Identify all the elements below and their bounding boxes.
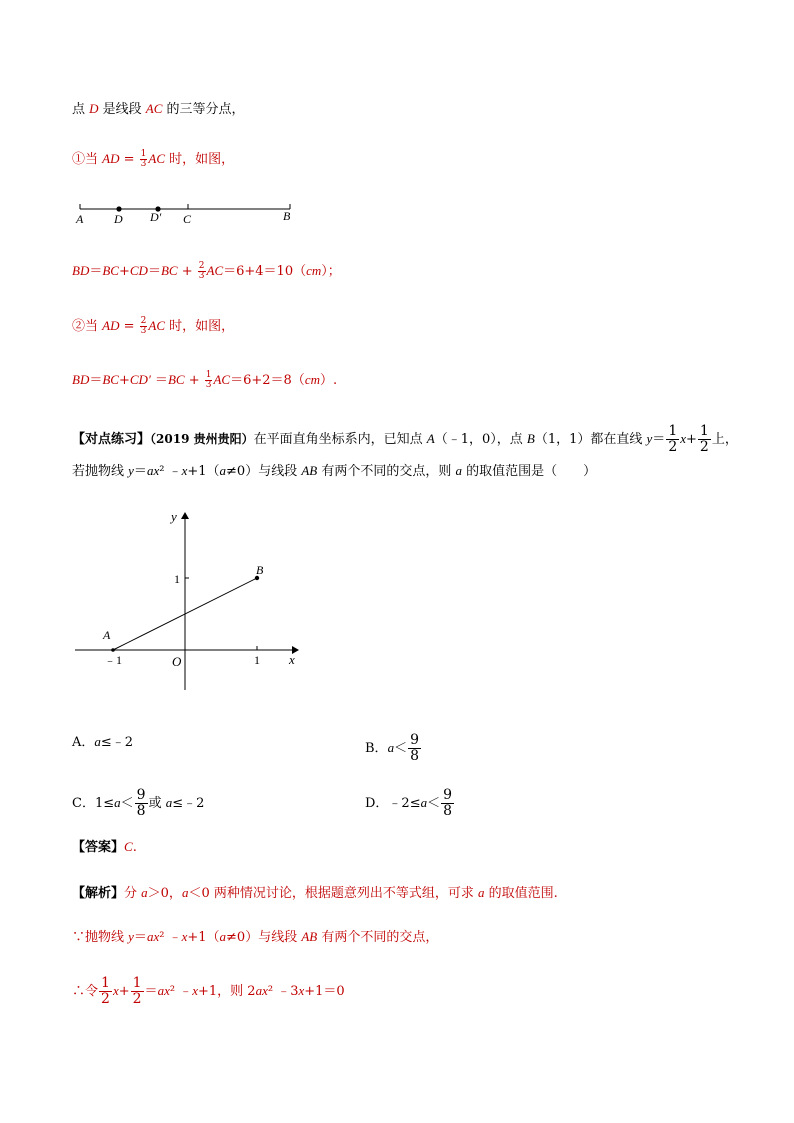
text: 有两个不同的交点，则 <box>317 464 456 479</box>
fraction <box>140 150 148 169</box>
text: 有两个不同的交点， <box>317 930 439 945</box>
var: a <box>477 885 485 900</box>
text: +1（ <box>187 464 220 479</box>
var: a <box>94 734 101 749</box>
denominator: 2 <box>668 439 678 455</box>
var: x <box>192 983 198 998</box>
var: A <box>426 431 435 446</box>
text: 时，如图， <box>165 152 235 167</box>
var: a <box>387 740 395 755</box>
text: ≠0）与线段 <box>226 464 302 479</box>
var: BC <box>102 372 119 387</box>
option-text: ＜ <box>394 741 408 756</box>
answer-tag: 【答案】 <box>72 840 125 855</box>
var: y <box>128 463 134 478</box>
text: + <box>118 984 130 999</box>
y-tick-label: 1 <box>174 572 180 586</box>
text: 在平面直角坐标系内，已知点 <box>253 432 427 447</box>
text: +1，则 2 <box>197 984 256 999</box>
unit: cm <box>304 372 320 387</box>
option-text: ＜ <box>427 796 441 811</box>
var: a <box>181 885 189 900</box>
option-label: B． <box>365 741 388 756</box>
answer-value: C <box>124 839 133 854</box>
option-text: ≤﹣2 <box>100 735 134 750</box>
var: CD <box>129 263 148 278</box>
text: ①当 <box>72 152 103 167</box>
practice-line-2 <box>72 462 596 481</box>
var-AC: AC <box>145 101 163 116</box>
numerator: 1 <box>140 149 147 159</box>
text: ＝ <box>89 373 103 388</box>
option-D[interactable] <box>365 788 455 819</box>
text: +1＝0 <box>304 984 345 999</box>
text: ＝ <box>652 432 666 447</box>
text: ＝ <box>133 464 147 479</box>
option-label: D．﹣2≤ <box>365 796 421 811</box>
denominator: 3 <box>140 326 147 336</box>
text: ＝ <box>147 264 161 279</box>
var: CD′ <box>129 372 151 387</box>
fraction <box>205 371 213 390</box>
option-B[interactable] <box>365 733 422 764</box>
text: + <box>118 264 130 279</box>
label-D: D <box>114 212 123 226</box>
text: . <box>132 840 137 855</box>
var-AD: AD <box>102 318 120 333</box>
text: ＝6+2＝8（ <box>230 373 305 388</box>
denominator: 3 <box>205 380 212 390</box>
option-text: ＜ <box>120 796 134 811</box>
numerator: 2 <box>140 316 147 326</box>
numerator: 9 <box>136 787 146 803</box>
option-text: ≤﹣2 <box>172 796 205 811</box>
text: ≠0）与线段 <box>226 930 302 945</box>
case2-line <box>72 317 234 336</box>
fraction <box>99 976 112 1007</box>
numerator: 1 <box>132 975 142 991</box>
var: a <box>165 795 173 810</box>
analysis-tag: 【解析】 <box>72 886 125 901</box>
denominator: 3 <box>140 159 147 169</box>
var: ax <box>157 983 170 998</box>
fraction <box>131 976 144 1007</box>
var: AB <box>301 463 318 478</box>
segment-figure <box>70 198 300 230</box>
text: ∴令 <box>72 984 99 999</box>
denominator: 8 <box>136 803 146 819</box>
text: 分 <box>124 886 142 901</box>
var: ax <box>255 983 268 998</box>
var: BD <box>72 372 90 387</box>
label-A: A <box>103 628 111 642</box>
denominator: 8 <box>443 803 453 819</box>
label-A: A <box>76 212 84 226</box>
var: AC <box>213 372 231 387</box>
text: 的取值范围. <box>484 886 558 901</box>
text: ² ﹣ <box>159 464 182 479</box>
fraction <box>408 733 421 764</box>
fraction <box>441 788 454 819</box>
var: x <box>298 983 305 998</box>
point-A <box>111 648 115 652</box>
var: a <box>219 463 227 478</box>
fraction <box>698 424 711 455</box>
text: = <box>119 152 139 167</box>
numerator: 1 <box>205 370 212 380</box>
var: a <box>455 463 462 478</box>
calc2-line <box>72 371 337 390</box>
analysis-line <box>72 884 558 903</box>
label-C: C <box>183 212 192 226</box>
denominator: 2 <box>699 439 709 455</box>
text: ＞0， <box>147 886 182 901</box>
var: BC <box>160 263 178 278</box>
numerator: 9 <box>410 732 419 748</box>
fraction <box>666 424 679 455</box>
var: x <box>680 431 687 446</box>
text: ∵抛物线 <box>72 930 129 945</box>
text: + <box>686 432 697 447</box>
answer-line <box>72 838 137 857</box>
numerator: 1 <box>699 423 709 439</box>
var-AC: AC <box>148 151 166 166</box>
label-B: B <box>256 563 264 577</box>
step1-line <box>72 928 438 947</box>
fraction <box>140 317 148 336</box>
var: BC <box>167 372 185 387</box>
numerator: 2 <box>198 261 205 271</box>
text: ² ﹣ <box>159 930 182 945</box>
text: ＜0 两种情况讨论，根据题意列出不等式组，可求 <box>188 886 478 901</box>
source: （2019 贵州贵阳） <box>150 432 254 446</box>
intro-line <box>72 100 245 119</box>
text: （1，1）都在直线 <box>534 432 647 447</box>
text: 若抛物线 <box>72 464 129 479</box>
var-AC: AC <box>148 318 166 333</box>
case1-line <box>72 150 234 169</box>
option-A[interactable] <box>72 733 133 752</box>
denominator: 8 <box>410 748 419 764</box>
text: ②当 <box>72 319 103 334</box>
var: ax <box>146 929 160 944</box>
var: BD <box>72 263 90 278</box>
text: 上， <box>711 432 738 447</box>
text: ＝ <box>89 264 103 279</box>
var: BC <box>102 263 119 278</box>
option-label: C．1≤ <box>72 796 115 811</box>
text: + <box>177 264 197 279</box>
text: ＝ <box>144 984 158 999</box>
x-label: x <box>289 652 295 667</box>
fraction <box>198 262 206 281</box>
var-AD: AD <box>102 151 120 166</box>
point-D <box>116 206 121 211</box>
denominator: 2 <box>132 991 142 1007</box>
var: AB <box>301 929 318 944</box>
text: 时，如图， <box>165 319 235 334</box>
option-C[interactable] <box>72 788 204 819</box>
text: 的取值范围是（ ） <box>461 464 597 479</box>
var: a <box>141 885 148 900</box>
x-tick-label-neg1: ﹣1 <box>104 653 123 667</box>
text: ＝ <box>133 930 147 945</box>
var: B <box>526 431 535 446</box>
x-tick-label-1: 1 <box>254 653 260 667</box>
var: ax <box>146 463 160 478</box>
text: （﹣1，0），点 <box>434 432 527 447</box>
text: + <box>184 373 204 388</box>
text: ）. <box>319 373 338 388</box>
var: y <box>646 431 653 446</box>
numerator: 9 <box>443 787 453 803</box>
var: x <box>112 983 119 998</box>
denominator: 3 <box>198 271 205 281</box>
label-D-prime: D′ <box>150 210 162 224</box>
var-D: D <box>89 101 99 116</box>
var: a <box>420 795 428 810</box>
origin-label: O <box>172 654 182 669</box>
option-label: A． <box>72 735 95 750</box>
practice-line-1 <box>72 424 738 455</box>
calc1-line <box>72 262 341 281</box>
text: +1（ <box>187 930 220 945</box>
numerator: 1 <box>101 975 110 991</box>
text: + <box>118 373 130 388</box>
label-B: B <box>283 209 291 223</box>
var: AC <box>206 263 224 278</box>
fraction <box>135 788 148 819</box>
var: a <box>219 929 227 944</box>
text: 是线段 <box>98 102 146 117</box>
numerator: 1 <box>668 423 678 439</box>
option-text: 或 <box>148 796 166 811</box>
unit: cm <box>306 263 322 278</box>
denominator: 2 <box>101 991 110 1007</box>
text: ＝6+4＝10（ <box>223 264 307 279</box>
text: ）； <box>321 264 341 279</box>
text: ＝ <box>150 373 168 388</box>
practice-tag: 【对点练习】 <box>72 432 151 447</box>
text: = <box>119 319 139 334</box>
step2-line <box>72 976 345 1007</box>
var: y <box>128 929 134 944</box>
text: 点 <box>72 102 90 117</box>
var: a <box>114 795 121 810</box>
text: 的三等分点， <box>162 102 245 117</box>
var: x <box>181 463 188 478</box>
coordinate-graph <box>70 505 310 695</box>
y-label: y <box>171 509 177 524</box>
text: ² ﹣3 <box>267 984 299 999</box>
var: x <box>181 929 188 944</box>
text: ² ﹣ <box>169 984 193 999</box>
